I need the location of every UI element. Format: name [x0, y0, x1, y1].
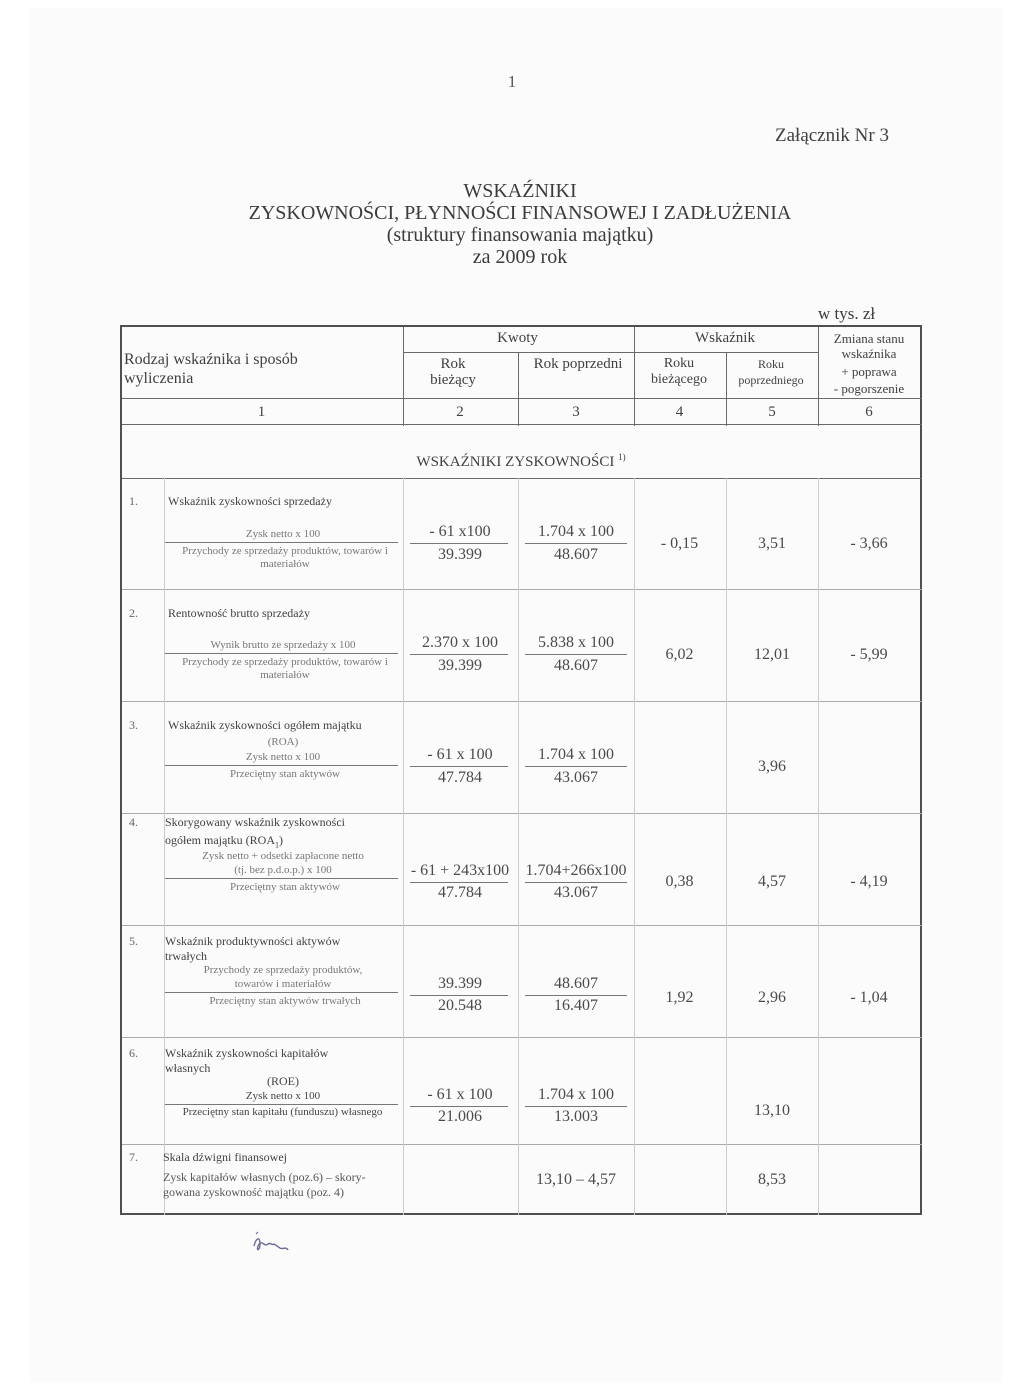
row-7-formula: Zysk kapitałów własnych (poz.6) – skory-: [163, 1170, 366, 1184]
row-6-cur-den: 21.006: [438, 1108, 482, 1125]
row-1-formula-num: Zysk netto x 100: [245, 528, 321, 540]
row-7-formula2: gowana zyskowność majątku (poz. 4): [163, 1185, 344, 1199]
title-line-4: za 2009 rok: [472, 246, 568, 268]
row-2-w-prev: 12,01: [754, 646, 790, 663]
row-7-prev: 13,10 – 4,57: [536, 1171, 616, 1188]
unit-label: w tys. zł: [818, 304, 876, 323]
row-4-prev-den: 43.067: [554, 884, 598, 901]
row-2-w-cur: 6,02: [665, 646, 694, 663]
row-6-w-prev: 13,10: [754, 1102, 790, 1119]
row-5-prev-den: 16.407: [554, 997, 598, 1014]
row-1-cur-den: 39.399: [438, 546, 482, 563]
header-roku-poprzedniego: Roku poprzedniego: [738, 357, 804, 387]
row-7-w-prev: 8,53: [758, 1171, 786, 1188]
row-2-name: Rentowność brutto sprzedaży: [168, 606, 310, 620]
row-4-cur-den: 47.784: [438, 884, 482, 901]
row-7-name: Skala dźwigni finansowej: [163, 1150, 287, 1164]
header-roku-biezacego: Roku bieżącego: [651, 356, 707, 387]
header-wskaznik: Wskaźnik: [695, 330, 755, 346]
colnum-1: 1: [257, 404, 266, 420]
row-3-number: 3.: [129, 718, 138, 732]
header-rok-poprzedni: Rok poprzedni: [533, 356, 623, 372]
row-5-formula-num2: towarów i materiałów: [234, 978, 332, 990]
row-5-formula-num: Przychody ze sprzedaży produktów,: [203, 964, 363, 976]
row-6-number: 6.: [129, 1046, 138, 1060]
row-3-prev-num: 1.704 x 100: [538, 746, 614, 763]
colnum-4: 4: [675, 404, 684, 420]
row-1-formula-den: Przychody ze sprzedaży produktów, towarów i materiałów: [182, 545, 388, 570]
row-1-prev-num: 1.704 x 100: [538, 523, 614, 540]
colnum-6: 6: [865, 404, 873, 420]
row-3-name: Wskaźnik zyskowności ogółem majątku: [168, 718, 362, 732]
row-1-w-cur: - 0,15: [660, 535, 699, 552]
handwritten-signature: [250, 1228, 290, 1256]
colnum-2: 2: [456, 404, 464, 420]
row-6-name2: własnych: [165, 1061, 211, 1075]
row-4-prev-num: 1.704+266x100: [525, 862, 627, 879]
row-6-cur-num: - 61 x 100: [427, 1086, 493, 1103]
row-6-prev-num: 1.704 x 100: [538, 1086, 614, 1103]
row-4-cur-num: - 61 + 243x100: [410, 862, 510, 879]
row-4-w-cur: 0,38: [665, 873, 694, 890]
row-3-sub: (ROA): [267, 736, 299, 748]
row-1-number: 1.: [129, 494, 138, 508]
row-2-number: 2.: [129, 606, 138, 620]
row-6-formula-num: Zysk netto x 100: [245, 1090, 321, 1102]
header-kwoty: Kwoty: [497, 330, 538, 346]
row-2-prev-num: 5.838 x 100: [538, 634, 614, 651]
row-1-w-prev: 3,51: [758, 535, 786, 552]
row-4-formula-den: Przeciętny stan aktywów: [230, 881, 340, 893]
row-3-w-prev: 3,96: [758, 758, 786, 775]
row-5-w-prev: 2,96: [758, 989, 786, 1006]
title-line-2: ZYSKOWNOŚCI, PŁYNNOŚCI FINANSOWEJ I ZADŁUŻENIA: [248, 202, 792, 224]
row-1-cur-num: - 61 x100: [429, 523, 491, 540]
annex-label: Załącznik Nr 3: [775, 125, 889, 146]
row-4-name: Skorygowany wskaźnik zyskowności: [165, 815, 345, 829]
row-2-prev-den: 48.607: [554, 657, 598, 674]
row-6-formula-den: Przeciętny stan kapitału (funduszu) własnego: [182, 1106, 383, 1118]
row-4-formula-num2: (tj. bez p.d.o.p.) x 100: [234, 864, 332, 876]
row-5-name2: trwałych: [165, 949, 207, 963]
header-pogorszenie: - pogorszenie: [833, 381, 905, 396]
row-1-change: - 3,66: [850, 535, 888, 552]
colnum-5: 5: [768, 404, 776, 420]
colnum-3: 3: [572, 404, 580, 420]
row-5-formula-den: Przeciętny stan aktywów trwałych: [209, 995, 361, 1007]
header-rok-biezacy: Rok bieżący: [430, 356, 476, 388]
row-7-number: 7.: [129, 1150, 138, 1164]
row-4-w-prev: 4,57: [758, 873, 786, 890]
row-2-formula-den: Przychody ze sprzedaży produktów, towarów i materiałów: [182, 656, 388, 681]
row-5-prev-num: 48.607: [554, 975, 598, 992]
row-4-number: 4.: [129, 815, 138, 829]
row-5-w-cur: 1,92: [665, 989, 694, 1006]
row-4-change: - 4,19: [850, 873, 888, 890]
row-2-change: - 5,99: [850, 646, 888, 663]
row-3-formula-den: Przeciętny stan aktywów: [230, 768, 340, 780]
header-zmiana: Zmiana stanu wskaźnika: [833, 331, 905, 361]
section-title: WSKAŹNIKI ZYSKOWNOŚCI $^{1)}$: [416, 452, 626, 470]
row-3-prev-den: 43.067: [554, 769, 598, 786]
row-6-sub: (ROE): [267, 1074, 299, 1088]
row-6-name: Wskaźnik zyskowności kapitałów: [165, 1046, 329, 1060]
title-line-3: (struktury finansowania majątku): [386, 224, 654, 246]
row-2-cur-den: 39.399: [438, 657, 482, 674]
row-5-number: 5.: [129, 934, 138, 948]
row-2-cur-num: 2.370 x 100: [422, 634, 498, 651]
row-1-name: Wskaźnik zyskowności sprzedaży: [168, 494, 332, 508]
title-line-1: WSKAŹNIKI: [463, 180, 577, 202]
row-3-cur-num: - 61 x 100: [427, 746, 493, 763]
row-5-change: - 1,04: [850, 989, 888, 1006]
row-5-cur-den: 20.548: [438, 997, 482, 1014]
row-3-formula-num: Zysk netto x 100: [245, 751, 321, 763]
row-5-name: Wskaźnik produktywności aktywów: [165, 934, 341, 948]
row-5-cur-num: 39.399: [438, 975, 482, 992]
row-6-prev-den: 13.003: [554, 1108, 598, 1125]
row-3-cur-den: 47.784: [438, 769, 482, 786]
row-4-formula-num: Zysk netto + odsetki zapłacone netto: [202, 850, 364, 862]
row-2-formula-num: Wynik brutto ze sprzedaży x 100: [210, 639, 356, 651]
header-type: Rodzaj wskaźnika i sposób wyliczenia: [124, 351, 298, 387]
row-1-prev-den: 48.607: [554, 546, 598, 563]
page-number: 1: [507, 72, 517, 91]
header-poprawa: + poprawa: [841, 364, 897, 379]
row-4-name2: ogółem majątku $(ROA_1)$: [165, 833, 283, 850]
